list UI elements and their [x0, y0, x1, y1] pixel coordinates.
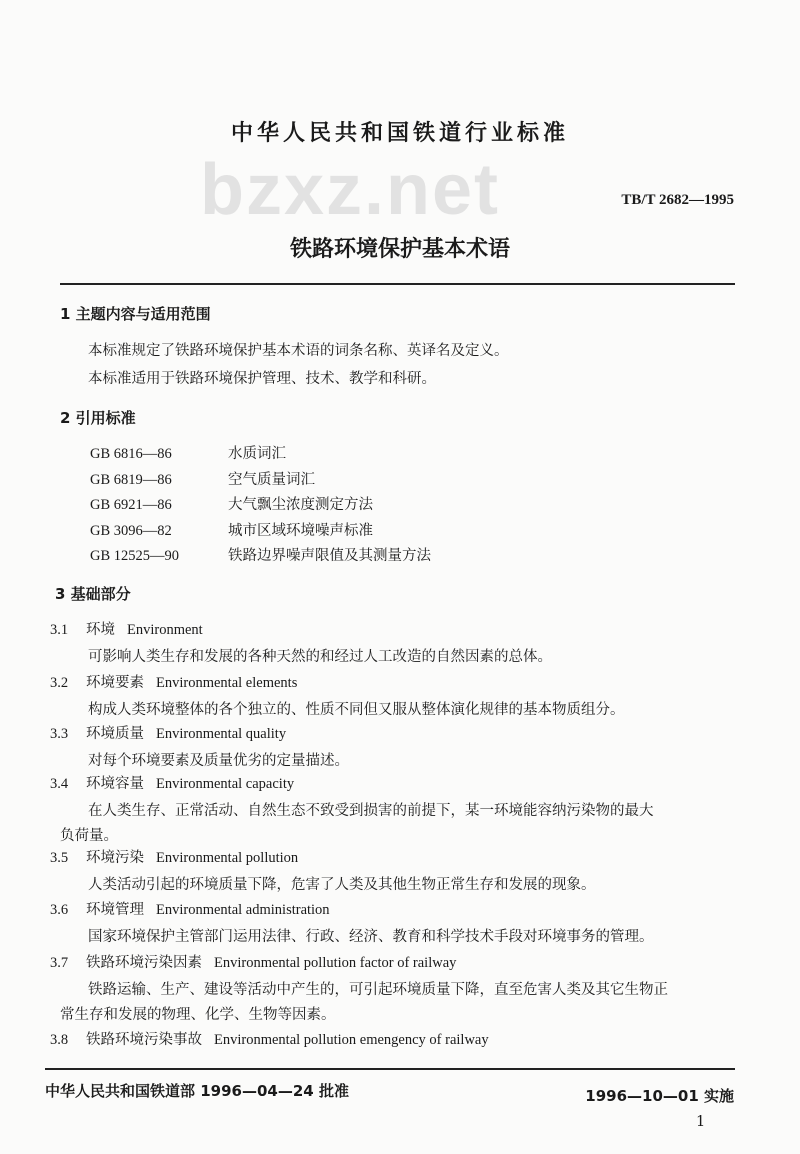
term-chinese: 铁路环境污染事故 — [86, 1032, 202, 1048]
term-english: Environmental administration — [156, 902, 330, 918]
reference-code: GB 6816—86 — [90, 446, 172, 462]
term-english: Environmental elements — [156, 675, 298, 691]
reference-code: GB 6921—86 — [90, 497, 172, 513]
term-english: Environment — [127, 622, 203, 638]
term-english: Environmental pollution emengency of railway — [214, 1032, 489, 1048]
term-heading — [50, 776, 294, 793]
term-english: Environmental capacity — [156, 776, 295, 792]
reference-name: 水质词汇 — [228, 446, 286, 462]
approval-text: 中华人民共和国铁道部 1996—04—24 批准 — [45, 1082, 349, 1100]
watermark: bzxz.net — [200, 150, 501, 230]
term-heading — [50, 726, 286, 743]
document-title: 铁路环境保护基本术语 — [289, 237, 510, 262]
term-chinese: 铁路环境污染因素 — [86, 955, 202, 971]
term-number: 3.6 — [50, 902, 69, 918]
term-definition: 国家环境保护主管部门运用法律、行政、经济、教育和科学技术手段对环境事务的管理。 — [88, 929, 654, 945]
section-1-heading: 1 主题内容与适用范围 — [60, 305, 211, 323]
term-heading — [50, 955, 456, 972]
paragraph: 本标准适用于铁路环境保护管理、技术、教学和科研。 — [88, 371, 436, 387]
reference-code: GB 12525—90 — [90, 548, 180, 564]
reference-code: GB 6819—86 — [90, 471, 172, 488]
term-definition: 可影响人类生存和发展的各种天然的和经过人工改造的自然因素的总体。 — [88, 649, 552, 665]
paragraph: 本标准规定了铁路环境保护基本术语的词条名称、英译名及定义。 — [88, 343, 509, 359]
section-2-heading: 2 引用标准 — [60, 409, 136, 427]
term-definition: 铁路运输、生产、建设等活动中产生的，可引起环境质量下降，直至危害人类及其它生物正 — [88, 982, 668, 998]
term-chinese: 环境质量 — [86, 726, 144, 742]
term-chinese: 环境污染 — [86, 850, 144, 866]
term-english: Environmental pollution factor of railway — [214, 955, 457, 971]
reference-name: 大气飘尘浓度测定方法 — [228, 497, 373, 513]
term-number: 3.4 — [50, 776, 69, 792]
term-number: 3.5 — [50, 850, 69, 866]
term-number: 3.7 — [50, 955, 69, 971]
footer-divider — [45, 1068, 735, 1070]
term-definition: 构成人类环境整体的各个独立的、性质不同但又服从整体演化规律的基本物质组分。 — [88, 702, 625, 718]
title-divider — [60, 283, 735, 285]
term-chinese: 环境容量 — [86, 776, 144, 792]
term-number: 3.2 — [50, 675, 69, 691]
term-heading — [50, 622, 203, 639]
term-heading — [50, 902, 330, 919]
term-english: Environmental quality — [156, 726, 287, 742]
reference-name: 城市区域环境噪声标准 — [228, 522, 373, 539]
term-definition: 人类活动引起的环境质量下降，危害了人类及其他生物正常生存和发展的现象。 — [88, 877, 596, 893]
term-definition: 对每个环境要素及质量优劣的定量描述。 — [88, 753, 349, 769]
page-number: 1 — [696, 1114, 706, 1130]
reference-code: GB 3096—82 — [90, 522, 172, 539]
term-definition: 常生存和发展的物理、化学、生物等因素。 — [60, 1007, 336, 1023]
term-heading — [50, 850, 298, 867]
term-number: 3.1 — [50, 622, 69, 638]
standard-number: TB/T 2682—1995 — [621, 192, 734, 208]
term-english: Environmental pollution — [156, 850, 299, 866]
effective-date: 1996—10—01 实施 — [585, 1087, 734, 1105]
reference-name: 空气质量词汇 — [228, 471, 315, 488]
org-title: 中华人民共和国铁道行业标准 — [230, 121, 569, 146]
section-3-heading: 3 基础部分 — [55, 585, 131, 603]
term-chinese: 环境管理 — [86, 902, 144, 918]
term-chinese: 环境 — [86, 622, 115, 638]
term-chinese: 环境要素 — [86, 675, 144, 691]
term-definition: 负荷量。 — [60, 828, 118, 844]
term-definition: 在人类生存、正常活动、自然生态不致受到损害的前提下，某一环境能容纳污染物的最大 — [88, 803, 654, 819]
term-heading — [50, 675, 297, 692]
term-heading — [50, 1032, 489, 1049]
term-number: 3.3 — [50, 726, 69, 742]
reference-name: 铁路边界噪声限值及其测量方法 — [228, 548, 431, 564]
term-number: 3.8 — [50, 1032, 69, 1048]
